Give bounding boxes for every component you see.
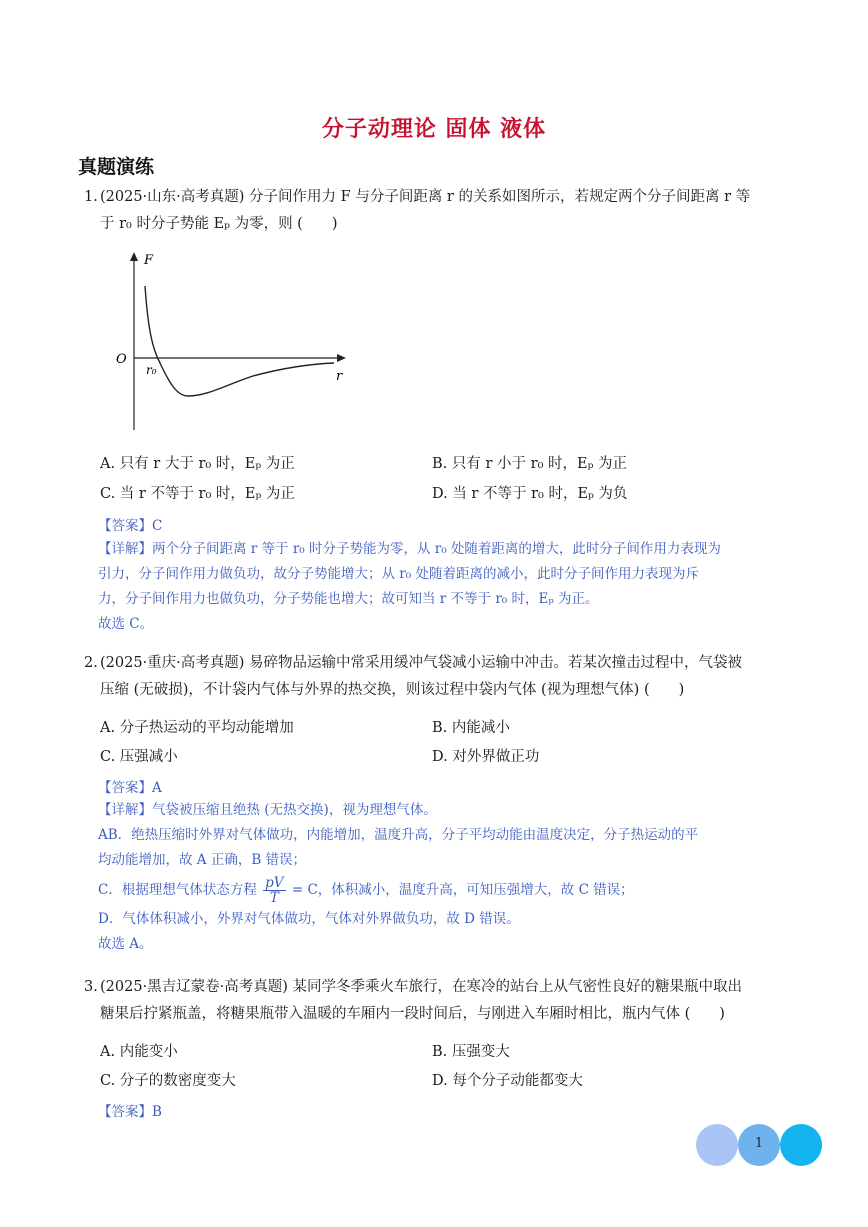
q3-option-c: C. 分子的数密度变大 [100, 1073, 236, 1089]
x-axis-label: r [336, 369, 343, 384]
q3-option-d: D. 每个分子动能都变大 [432, 1073, 583, 1089]
question-2-text: (2025·重庆·高考真题) 易碎物品运输中常采用缓冲气袋减小运输中冲击。若某次撞击过程中，气袋被 [100, 655, 743, 671]
q1-detail-line: 力，分子间作用力也做负功，分子势能也增大；故可知当 r 不等于 r₀ 时，Eₚ 为正。 [98, 591, 599, 607]
force-curve [145, 286, 334, 396]
q1-option-c: C. 当 r 不等于 r₀ 时，Eₚ 为正 [100, 486, 295, 502]
q2-detail-line: AB．绝热压缩时外界对气体做功，内能增加，温度升高，分子平均动能由温度决定，分子热运动的平 [98, 827, 699, 843]
page-title: 分子动理论 固体 液体 [321, 117, 547, 142]
question-3-text: (2025·黑吉辽蒙卷·高考真题) 某同学冬季乘火车旅行，在寒冷的站台上从气密性良好的糖果瓶中取出 [100, 979, 743, 995]
q2-detail-line: 故选 A。 [98, 936, 153, 952]
q2-detail-line: 均动能增加，故 A 正确，B 错误； [98, 852, 307, 868]
q2-detail-line: = C，体积减小，温度升高，可知压强增大，故 C 错误； [291, 882, 634, 898]
question-3-line2: 糖果后拧紧瓶盖，将糖果瓶带入温暖的车厢内一段时间后，与刚进入车厢时相比，瓶内气体 ( ) [100, 1006, 725, 1022]
page-number-badge [696, 1124, 822, 1166]
q1-option-b: B. 只有 r 小于 r₀ 时，Eₚ 为正 [432, 456, 627, 472]
section-heading: 真题演练 [78, 156, 155, 178]
q2-option-d: D. 对外界做正功 [432, 749, 540, 765]
q3-option-a: A. 内能变小 [100, 1044, 178, 1060]
q1-option-d: D. 当 r 不等于 r₀ 时，Eₚ 为负 [432, 486, 628, 502]
q1-option-a: A. 只有 r 大于 r₀ 时，Eₚ 为正 [100, 456, 295, 472]
q1-detail-line: 故选 C。 [98, 616, 154, 632]
q2-detail [98, 798, 798, 957]
y-axis-label: F [144, 253, 154, 268]
q2-detail-line: D．气体体积减小，外界对气体做功，气体对外界做负功，故 D 错误。 [98, 911, 520, 927]
q3-answer: 【答案】B [98, 1104, 162, 1120]
q2-option-c: C. 压强减小 [100, 749, 178, 765]
fraction-numerator: pV [265, 875, 284, 891]
question-1-line2: 于 r₀ 时分子势能 Eₚ 为零，则 ( ) [100, 216, 338, 232]
q1-detail-line: 【详解】两个分子间距离 r 等于 r₀ 时分子势能为零，从 r₀ 处随着距离的增大，此时分子间作用力表现为 [98, 541, 721, 557]
question-2 [84, 650, 804, 704]
q3-option-b: B. 压强变大 [432, 1044, 510, 1060]
question-2-line1 [84, 650, 804, 677]
question-number: 1. [84, 189, 98, 205]
origin-label: O [116, 352, 127, 367]
force-distance-graph [108, 248, 358, 438]
q2-detail-line: C．根据理想气体状态方程 [98, 882, 257, 898]
q2-option-b: B. 内能减小 [432, 720, 510, 736]
q1-answer: 【答案】C [98, 518, 163, 534]
question-number: 2. [84, 655, 98, 671]
q2-option-a: A. 分子热运动的平均动能增加 [100, 720, 294, 736]
r0-label: r₀ [146, 363, 157, 377]
question-3-line1 [84, 974, 804, 1001]
formula-fraction [263, 876, 285, 905]
question-3 [84, 974, 804, 1028]
page-number: 1 [754, 1136, 764, 1151]
question-number: 3. [84, 979, 98, 995]
q2-detail-formula-line [98, 873, 798, 907]
q1-detail [98, 537, 798, 637]
fraction-denominator: T [269, 890, 279, 906]
q2-detail-line: 【详解】气袋被压缩且绝热 (无热交换)，视为理想气体。 [98, 802, 437, 818]
question-1 [84, 184, 804, 238]
x-axis-arrow [337, 354, 346, 362]
question-2-line2: 压缩 (无破损)，不计袋内气体与外界的热交换，则该过程中袋内气体 (视为理想气体) ( ) [100, 682, 685, 698]
q1-detail-line: 引力，分子间作用力做负功，故分子势能增大；从 r₀ 处随着距离的减小，此时分子间作用力表现为斥 [98, 566, 699, 582]
y-axis-arrow [130, 252, 138, 261]
question-1-text: (2025·山东·高考真题) 分子间作用力 F 与分子间距离 r 的关系如图所示，若规定两个分子间距离 r 等 [100, 189, 751, 205]
question-1-line1 [84, 184, 804, 211]
q2-answer: 【答案】A [98, 780, 162, 796]
